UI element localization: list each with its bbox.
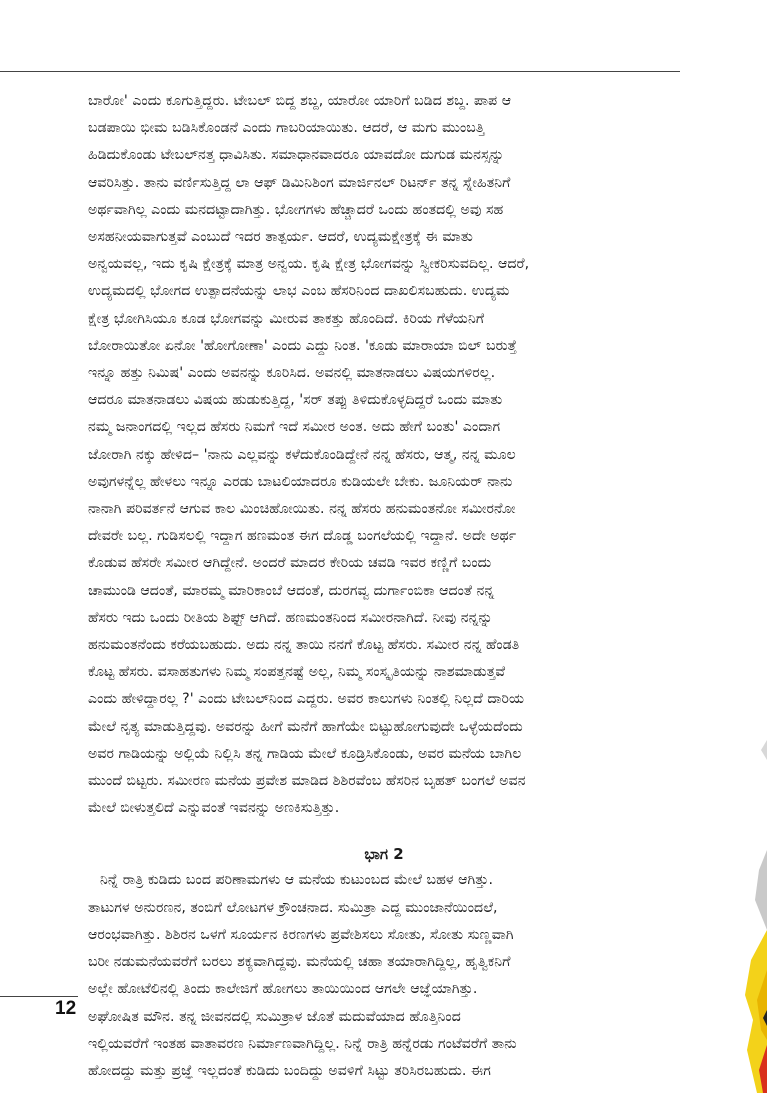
paragraph-line: ತಾಟುಗಳ ಅನುರಣನ, ತಂಬಿಗೆ ಲೋಟಗಳ ಕ್ರೌಂಚನಾದ. ಸುಮಿತ್ರಾ ಎದ್ದ ಮುಂಜಾನೆಯಿಂದಲೆ, (88, 899, 498, 916)
paragraph-2 (88, 867, 680, 1085)
paragraph-line: ಅನ್ವಯವಲ್ಲ, ಇದು ಕೃಷಿ ಕ್ಷೇತ್ರಕ್ಕೆ ಮಾತ್ರ ಅನ್ವಯ. ಕೃಷಿ ಕ್ಷೇತ್ರ ಭೋಗವನ್ನು ಸ್ವೀಕರಿಸುವದಿಲ್ಲ. ಆದರೆ, (88, 256, 530, 273)
paragraph-line: ಹನುಮಂತನೆಂದು ಕರೆಯಬಹುದು. ಅದು ನನ್ನ ತಾಯಿ ನನಗೆ ಕೊಟ್ಟ ಹೆಸರು. ಸಮೀರ ನನ್ನ ಹೆಂಡತಿ (88, 637, 520, 654)
paragraph-line: ಮೇಲೆ ನೃತ್ಯ ಮಾಡುತ್ತಿದ್ದವು. ಅವರನ್ನು ಹೀಗೆ ಮನೆಗೆ ಹಾಗೆಯೇ ಬಿಟ್ಟುಹೋಗುವುದೇ ಒಳ್ಳೆಯದೆಂದು (88, 718, 523, 735)
paragraph-line: ಅಘೋಷಿತ ಮೌನ. ತನ್ನ ಜೀವನದಲ್ಲಿ ಸುಮಿತ್ರಾಳ ಜೊತೆ ಮದುವೆಯಾದ ಹೊತ್ತಿನಿಂದ (88, 1008, 461, 1025)
paragraph-line: ನಿನ್ನೆ ರಾತ್ರಿ ಕುಡಿದು ಬಂದ ಪರಿಣಾಮಗಳು ಆ ಮನೆಯ ಕುಟುಂಬದ ಮೇಲೆ ಬಹಳ ಆಗಿತ್ತು. (100, 872, 493, 889)
paragraph-line: ಉದ್ಯಮದಲ್ಲಿ ಭೋಗದ ಉತ್ಪಾದನೆಯನ್ನು ಲಾಭ ಎಂಬ ಹೆಸರಿನಿಂದ ದಾಖಲಿಸಬಹುದು. ಉದ್ಯಮ (88, 283, 510, 300)
paragraph-line: ಬರೀ ನಡುಮನೆಯವರೆಗೆ ಬರಲು ಶಕ್ಯವಾಗಿದ್ದವು. ಮನೆಯಲ್ಲಿ ಚಹಾ ತಯಾರಾಗಿದ್ದಿಲ್ಲ, ಹೃತ್ವಿಕನಿಗೆ (88, 954, 511, 971)
paragraph-line: ಎಂದು ಹೇಳಿದ್ದಾರಲ್ಲ ?' ಎಂದು ಟೇಬಲ್‌ನಿಂದ ಎದ್ದರು. ಅವರ ಕಾಲುಗಳು ನಿಂತಲ್ಲಿ ನಿಲ್ಲದೆ ದಾರಿಯ (88, 691, 525, 708)
paragraph-line: ಬಾರೋ' ಎಂದು ಕೂಗುತ್ತಿದ್ದರು. ಟೇಬಲ್ ಬಿದ್ದ ಶಬ್ದ, ಯಾರೋ ಯಾರಿಗೆ ಬಡಿದ ಶಬ್ದ. ಪಾಪ ಆ (88, 93, 512, 109)
paragraph-line: ಅಸಹನೀಯವಾಗುತ್ತವೆ ಎಂಬುದೆ ಇದರ ತಾತ್ಪರ್ಯ. ಆದರೆ, ಉದ್ಯಮಕ್ಷೇತ್ರಕ್ಕೆ ಈ ಮಾತು (88, 229, 473, 246)
paragraph-line: ಬೋರಾಯಿತೋ ಏನೋ 'ಹೋಗೋಣಾ' ಎಂದು ಎದ್ದು ನಿಂತ. 'ಕೂಡು ಮಾರಾಯಾ ಬಿಲ್ ಬರುತ್ತೆ (88, 337, 517, 354)
paragraph-line: ಆದರೂ ಮಾತನಾಡಲು ವಿಷಯ ಹುಡುಕುತ್ತಿದ್ದ, 'ಸರ್ ತಪ್ಪು ತಿಳಿದುಕೊಳ್ಳದಿದ್ದರೆ ಒಂದು ಮಾತು (88, 392, 503, 409)
paragraph-1 (88, 88, 680, 822)
page-content (88, 88, 680, 1085)
paragraph-line: ಆವರಿಸಿತ್ತು. ತಾನು ವರ್ಣಿಸುತ್ತಿದ್ದ ಲಾ ಆಫ್ ಡಿಮಿನಿಶಿಂಗ ಮಾರ್ಜಿನಲ್ ರಿಟರ್ನ್ ತನ್ನ ಸ್ನೇಹಿತನಿಗೆ (88, 174, 511, 191)
paragraph-line: ನಾನಾಗಿ ಪರಿವರ್ತನೆ ಆಗುವ ಕಾಲ ಮಿಂಚಿಹೋಯಿತು. ನನ್ನ ಹೆಸರು ಹನುಮಂತನೋ ಸಮೀರನೋ (88, 501, 516, 518)
paragraph-line: ಕೊಟ್ಟ ಹೆಸರು. ವಸಾಹತುಗಳು ನಿಮ್ಮ ಸಂಪತ್ತನಷ್ಟೆ ಅಲ್ಲ, ನಿಮ್ಮ ಸಂಸ್ಕೃತಿಯನ್ನು ನಾಶಮಾಡುತ್ತವೆ (88, 664, 506, 681)
paragraph-line: ಅವರ ಗಾಡಿಯನ್ನು ಅಲ್ಲಿಯೆ ನಿಲ್ಲಿಸಿ ತನ್ನ ಗಾಡಿಯ ಮೇಲೆ ಕೂಡ್ರಿಸಿಕೊಂಡು, ಅವರ ಮನೆಯ ಬಾಗಿಲ (88, 745, 522, 762)
paragraph-line: ಆರಂಭವಾಗಿತ್ತು. ಶಿಶಿರನ ಒಳಗೆ ಸೂರ್ಯನ ಕಿರಣಗಳು ಪ್ರವೇಶಿಸಲು ಸೋತು, ಸೋತು ಸುಣ್ಣವಾಗಿ (88, 926, 514, 943)
paragraph-line: ಜೋರಾಗಿ ನಕ್ಕು ಹೇಳಿದ– 'ನಾನು ಎಲ್ಲವನ್ನು ಕಳೆದುಕೊಂಡಿದ್ದೇನೆ ನನ್ನ ಹೆಸರು, ಆತ್ಮ, ನನ್ನ ಮೂಲ (88, 446, 516, 463)
paragraph-line: ಹಿಡಿದುಕೊಂಡು ಟೇಬಲ್‌ನತ್ತ ಧಾವಿಸಿತು. ಸಮಾಧಾನವಾದರೂ ಯಾವದೋ ದುಗುಡ ಮನಸ್ಸನ್ನು (88, 147, 505, 164)
paragraph-line: ಹೆಸರು ಇದು ಒಂದು ರೀತಿಯ ಶಿಫ್ಟ್ ಆಗಿದೆ. ಹಣಮಂತನಿಂದ ಸಮೀರನಾಗಿದೆ. ನೀವು ನನ್ನನ್ನು (88, 609, 493, 626)
paragraph-line: ಅವುಗಳನ್ನೆಲ್ಲ ಹೇಳಲು ಇನ್ನೂ ಎರಡು ಬಾಟಲಿಯಾದರೂ ಕುಡಿಯಲೇ ಬೇಕು. ಜೂನಿಯರ್ ನಾನು (88, 473, 513, 490)
paragraph-line: ಹೋದದ್ದು ಮತ್ತು ಪ್ರಜ್ಞೆ ಇಲ್ಲದಂತೆ ಕುಡಿದು ಬಂದಿದ್ದು ಅವಳಿಗೆ ಸಿಟ್ಟು ತರಿಸಿರಬಹುದು. ಈಗ (88, 1062, 491, 1079)
paragraph-line: ಕೊಡುವ ಹೆಸರೇ ಸಮೀರ ಆಗಿದ್ದೇನೆ. ಅಂದರೆ ಮಾದರ ಕೇರಿಯ ಚವಡಿ ಇವರ ಕಣ್ಣಿಗೆ ಬಂದು (88, 555, 492, 572)
paragraph-line: ಇಲ್ಲಿಯವರೆಗೆ ಇಂತಹ ವಾತಾವರಣ ನಿರ್ಮಾಣವಾಗಿದ್ದಿಲ್ಲ. ನಿನ್ನೆ ರಾತ್ರಿ ಹನ್ನೆರಡು ಗಂಟೆವರೆಗೆ ತಾನು (88, 1035, 517, 1052)
paragraph-line: ಚಾಮುಂಡಿ ಆದಂತೆ, ಮಾರಮ್ಮ ಮಾರಿಕಾಂಬೆ ಆದಂತೆ, ದುರಗವ್ವ ದುರ್ಗಾಂಬಿಕಾ ಆದಂತೆ ನನ್ನ (88, 582, 495, 599)
decorative-corner-art (737, 600, 767, 1093)
top-rule (0, 71, 680, 72)
paragraph-line: ದೇವರೇ ಬಲ್ಲ. ಗುಡಿಸಲಲ್ಲಿ ಇದ್ದಾಗ ಹಣಮಂತ ಈಗ ದೊಡ್ಡ ಬಂಗಲೆಯಲ್ಲಿ ಇದ್ದಾನೆ. ಅದೇ ಅರ್ಥ (88, 528, 517, 545)
paragraph-line: ಇನ್ನೂ ಹತ್ತು ನಿಮಿಷ' ಎಂದು ಅವನನ್ನು ಕೂರಿಸಿದ. ಅವನಲ್ಲಿ ಮಾತನಾಡಲು ವಿಷಯಗಳಿರಲ್ಲ. (88, 365, 496, 382)
paragraph-line: ನಮ್ಮ ಜನಾಂಗದಲ್ಲಿ ಇಲ್ಲದ ಹೆಸರು ನಿಮಗೆ ಇದೆ ಸಮೀರ ಅಂತ. ಅದು ಹೇಗೆ ಬಂತು' ಎಂದಾಗ (88, 419, 501, 436)
paragraph-line: ಅರ್ಥವಾಗಿಲ್ಲ ಎಂದು ಮನದಟ್ಟಾದಾಗಿತ್ತು. ಭೋಗಗಳು ಹೆಚ್ಚಾದರೆ ಒಂದು ಹಂತದಲ್ಲಿ ಅವು ಸಹ (88, 201, 504, 218)
page-number: 12 (55, 998, 77, 1019)
paragraph-line: ಬಡಪಾಯಿ ಭೀಮ ಬಡಿಸಿಕೊಂಡನೆ ಎಂದು ಗಾಬರಿಯಾಯಿತು. ಆದರೆ, ಆ ಮಗು ಮುಂಬತ್ತಿ (88, 120, 485, 137)
paragraph-line: ಕ್ಷೇತ್ರ ಭೋಗಿಸಿಯೂ ಕೂಡ ಭೋಗವನ್ನು ಮೀರುವ ತಾಕತ್ತು ಹೊಂದಿದೆ. ಕಿರಿಯ ಗೆಳೆಯನಿಗೆ (88, 310, 485, 327)
paragraph-line: ಅಲ್ಲೇ ಹೋಟೆಲಿನಲ್ಲಿ ತಿಂದು ಕಾಲೇಜಿಗೆ ಹೋಗಲು ತಾಯಿಯಿಂದ ಆಗಲೇ ಆಜ್ಞೆಯಾಗಿತ್ತು. (88, 981, 478, 998)
paragraph-line: ಮೇಲೆ ಬೀಳುತ್ತಲಿದೆ ಎನ್ನುವಂತೆ ಇವನನ್ನು ಅಣಕಿಸುತ್ತಿತ್ತು. (88, 800, 340, 817)
paragraph-line: ಮುಂದೆ ಬಿಟ್ಟರು. ಸಮೀರಣ ಮನೆಯ ಪ್ರವೇಶ ಮಾಡಿದ ಶಿಶಿರವೆಂಬ ಹೆಸರಿನ ಬೃಹತ್ ಬಂಗಲೆ ಅವನ (88, 773, 526, 790)
section-heading: ಭಾಗ 2 (364, 845, 404, 864)
bottom-rule (0, 996, 78, 997)
